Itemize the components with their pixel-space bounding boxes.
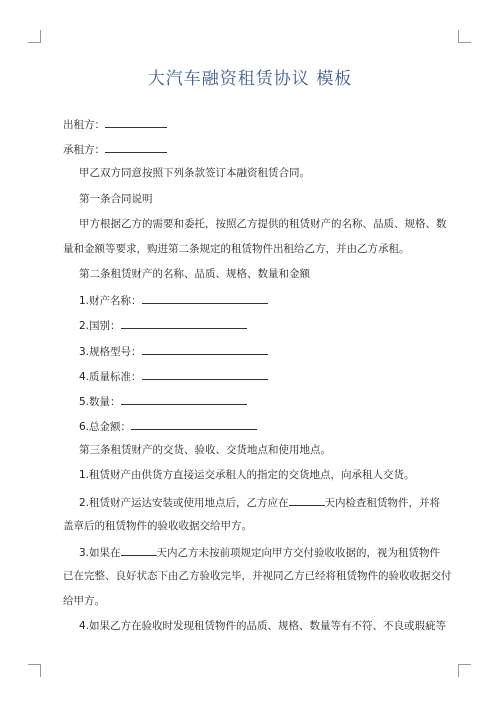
- item-quality: [79, 368, 459, 384]
- article3-p3-line1: [79, 544, 459, 560]
- item-label: 2.国别：: [79, 320, 121, 332]
- p3-text-b: 天内乙方未按前项规定向甲方交付验收收据的，视为租赁物件: [156, 547, 441, 559]
- item-blank: [142, 368, 268, 380]
- article3-heading: 第三条租赁财产的交货、验收、交货地点和使用地点。: [79, 444, 331, 456]
- article2-heading: 第二条租赁财产的名称、品质、规格、数量和金额: [79, 268, 310, 280]
- lessee-line: [63, 141, 443, 157]
- item-model: [79, 343, 459, 359]
- article1-line2: 量和金额等要求，购进第二条规定的租赁物件出租给乙方，并由乙方承租。: [63, 243, 410, 255]
- item-blank: [142, 343, 268, 355]
- crop-mark-bottom-left: [28, 664, 41, 677]
- item-label: 1.财产名称：: [79, 295, 142, 307]
- article3-p3-line3: 给甲方。: [63, 595, 105, 607]
- item-blank: [121, 317, 247, 329]
- article1-heading: 第一条合同说明: [79, 193, 153, 205]
- item-property-name: [79, 292, 459, 308]
- item-blank: [142, 292, 268, 304]
- days-blank: [121, 544, 157, 556]
- days-blank: [289, 494, 325, 506]
- item-label: 6.总金额：: [79, 421, 132, 433]
- document-title: 大汽车融资租赁协议 模板: [147, 69, 353, 89]
- item-blank: [131, 418, 257, 430]
- article3-p3-line2: 已在完整、良好状态下由乙方验收完毕，并视同乙方已经将租赁物件的验收收据交付: [63, 570, 452, 582]
- article3-p2-line2: 盖章后的租赁物件的验收收据交给甲方。: [63, 520, 252, 532]
- item-label: 4.质量标准：: [79, 371, 142, 383]
- crop-mark-top-right: [458, 30, 471, 43]
- item-label: 3.规格型号：: [79, 346, 142, 358]
- lessee-blank: [105, 141, 167, 153]
- crop-mark-bottom-right: [458, 664, 471, 677]
- article3-p2-line1: [79, 494, 459, 510]
- item-country: [79, 317, 459, 333]
- p3-text-a: 3.如果在: [79, 547, 121, 559]
- article1-line1: 甲方根据乙方的需要和委托，按照乙方提供的租赁财产的名称、品质、规格、数: [79, 218, 447, 230]
- lessor-blank: [105, 116, 167, 128]
- article3-p4: 4.如果乙方在验收时发现租赁物件的品质、规格、数量等有不符、不良或瑕疵等: [79, 620, 447, 632]
- article3-p1: 1.租赁财产由供货方直接运交承租人的指定的交货地点，向承租人交货。: [79, 469, 415, 481]
- lessee-label: 承租方：: [63, 144, 105, 156]
- item-label: 5.数量：: [79, 396, 121, 408]
- intro-text: 甲乙双方同意按照下列条款签订本融资租赁合同。: [79, 167, 310, 179]
- crop-mark-top-left: [28, 30, 41, 43]
- lessor-line: [63, 116, 443, 132]
- p2-text-a: 2.租赁财产运达安装或使用地点后，乙方应在: [79, 497, 289, 509]
- item-total-amount: [79, 418, 459, 434]
- item-quantity: [79, 393, 459, 409]
- p2-text-b: 天内检查租赁物件，并将: [324, 497, 441, 509]
- item-blank: [121, 393, 247, 405]
- lessor-label: 出租方：: [63, 119, 105, 131]
